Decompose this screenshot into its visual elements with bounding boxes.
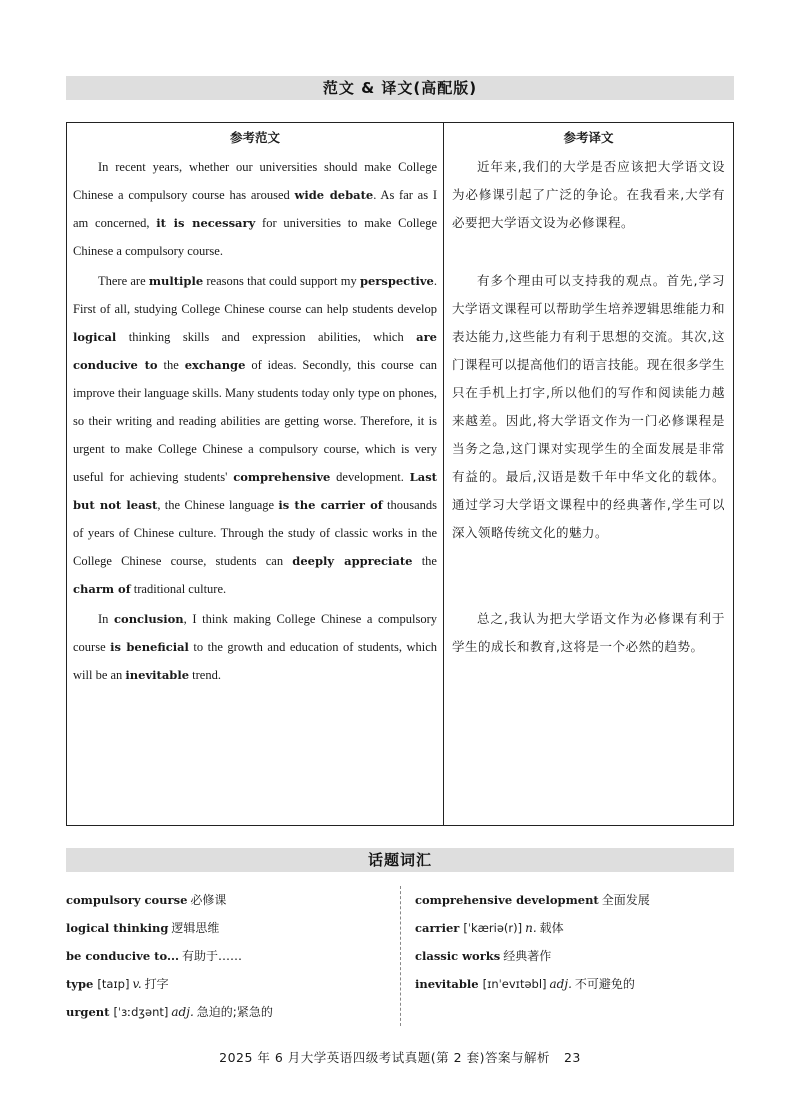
vocab-phonetic: [ˈɜːdʒənt] [113, 1005, 169, 1019]
vocabulary-column-left [66, 886, 400, 1026]
vocab-term: carrier [415, 921, 460, 935]
key-phrase: wide debate [294, 188, 374, 202]
vocab-item [66, 970, 400, 998]
vocab-term: inevitable [415, 977, 479, 991]
chinese-column-header: 参考译文 [563, 130, 614, 145]
vocab-meaning: 经典著作 [503, 949, 552, 963]
english-essay-body [73, 153, 437, 689]
zh-paragraph-1: 近年来,我们的大学是否应该把大学语文设为必修课引起了广泛的争论。在我看来,大学有必要把大学语文设为必修课程。 [452, 159, 725, 230]
essay-text: traditional culture. [130, 582, 227, 596]
vocab-meaning: 逻辑思维 [171, 921, 220, 935]
vocab-term: compulsory course [66, 893, 188, 907]
essay-text: thousands of years of Chinese culture. Through the study of classic works in the College Chinese course, students can [73, 498, 438, 568]
vocab-part-of-speech: v. [132, 977, 142, 991]
vocabulary-list [66, 886, 734, 1026]
key-phrase: perspective [359, 274, 434, 288]
vocab-term: comprehensive development [415, 893, 599, 907]
essay-text: In [98, 612, 115, 626]
essay-text: trend. [189, 668, 221, 682]
key-phrase: conclusion [114, 612, 184, 626]
page-number: 23 [563, 1050, 581, 1065]
chinese-column [444, 123, 733, 825]
vocab-phonetic: [ˈkæriə(r)] [463, 921, 523, 935]
vocab-term: type [66, 977, 94, 991]
key-phrase: comprehensive [233, 470, 331, 484]
essay-text: In recent years, whether our universities should make College Chinese a compulsory course has aroused [73, 160, 437, 202]
essay-text: development. [330, 470, 410, 484]
vocab-item [415, 942, 734, 970]
vocab-phonetic: [ɪnˈevɪtəbl] [482, 977, 547, 991]
essay-text: of ideas. Secondly, this course can improve their language skills. Many students today only type on phones, so their writing and reading abilities are getting worse. Therefore, it is urgent to make College Chinese a compulsory course, which is very useful for achieving students' [73, 358, 437, 484]
page-footer [0, 1048, 800, 1066]
key-phrase: is beneficial [110, 640, 189, 654]
key-phrase: logical [73, 330, 117, 344]
vocab-term: urgent [66, 1005, 110, 1019]
vocab-meaning: 有助于…… [181, 949, 242, 963]
essay-text: , I think making College Chinese a compulsory course [73, 612, 437, 654]
essay-text: . As far as I am concerned, [73, 188, 438, 230]
vocab-part-of-speech: n. [525, 921, 537, 935]
vocab-part-of-speech: adj. [171, 1005, 194, 1019]
english-column [67, 123, 444, 825]
vocab-item [415, 886, 734, 914]
chinese-translation-body [452, 153, 725, 661]
vocab-item [66, 886, 400, 914]
essay-text: to the growth and education of students, which will be an [73, 640, 438, 682]
essay-text: the [412, 554, 437, 568]
vocab-meaning: 必修课 [190, 893, 227, 907]
key-phrase: Last but not least [73, 470, 437, 512]
essay-text: , the Chinese language [157, 498, 279, 512]
essay-text: for universities to make College Chinese a compulsory course. [73, 216, 437, 258]
vocab-item [415, 914, 734, 942]
vocab-meaning: 载体 [539, 921, 564, 935]
key-phrase: exchange [184, 358, 246, 372]
essay-text: reasons that could support my [203, 274, 360, 288]
vocab-term: be conducive to... [66, 949, 179, 963]
vocab-term: classic works [415, 949, 501, 963]
vocab-term: logical thinking [66, 921, 169, 935]
footer-title: 2025 年 6 月大学英语四级考试真题(第 2 套)答案与解析 [219, 1050, 550, 1065]
key-phrase: deeply appreciate [292, 554, 413, 568]
zh-paragraph-2: 有多个理由可以支持我的观点。首先,学习大学语文课程可以帮助学生培养逻辑思维能力和表达能力,这些能力有利于思想的交流。其次,这门课程可以提高他们的语言技能。现在很多学生只在手机上打字,所以他们的写作和阅读能力越来越差。因此,将大学语文作为一门必修课程是当务之急,这门课对实现学生的全面发展是非常有益的。最后,汉语是数千年中华文化的载体。通过学习大学语文课程中的经典著作,学生可以深入领略传统文化的魅力。 [452, 273, 726, 540]
key-phrase: multiple [148, 274, 204, 288]
key-phrase: charm of [73, 582, 131, 596]
vocab-item [66, 998, 400, 1026]
essay-text: . First of all, studying College Chinese course can help students develop [73, 274, 437, 316]
essay-text: There are [98, 274, 149, 288]
key-phrase: it is necessary [156, 216, 256, 230]
key-phrase: are conducive to [73, 330, 437, 372]
vocab-meaning: 打字 [144, 977, 169, 991]
vocab-item [66, 942, 400, 970]
essay-translation-table [66, 122, 734, 826]
vocab-item [66, 914, 400, 942]
en-paragraph-2 [73, 267, 437, 603]
english-column-header: 参考范文 [229, 130, 280, 145]
section-title-topic-vocabulary: 话题词汇 [66, 848, 734, 872]
essay-text: thinking skills and expression abilities, which [116, 330, 417, 344]
vocab-meaning: 全面发展 [601, 893, 650, 907]
vocab-meaning: 急迫的;紧急的 [196, 1005, 273, 1019]
vocab-meaning: 不可避免的 [574, 977, 635, 991]
vocabulary-column-right [400, 886, 734, 1026]
vocab-part-of-speech: adj. [549, 977, 572, 991]
essay-text: the [157, 358, 185, 372]
en-paragraph-3 [73, 605, 437, 689]
key-phrase: is the carrier of [278, 498, 383, 512]
vocab-item [415, 970, 734, 998]
section-title-model-essay: 范文 & 译文(高配版) [66, 76, 734, 100]
zh-paragraph-3: 总之,我认为把大学语文作为必修课有利于学生的成长和教育,这将是一个必然的趋势。 [452, 611, 725, 654]
en-paragraph-1 [73, 153, 437, 265]
key-phrase: inevitable [125, 668, 190, 682]
vocab-phonetic: [taɪp] [97, 977, 130, 991]
